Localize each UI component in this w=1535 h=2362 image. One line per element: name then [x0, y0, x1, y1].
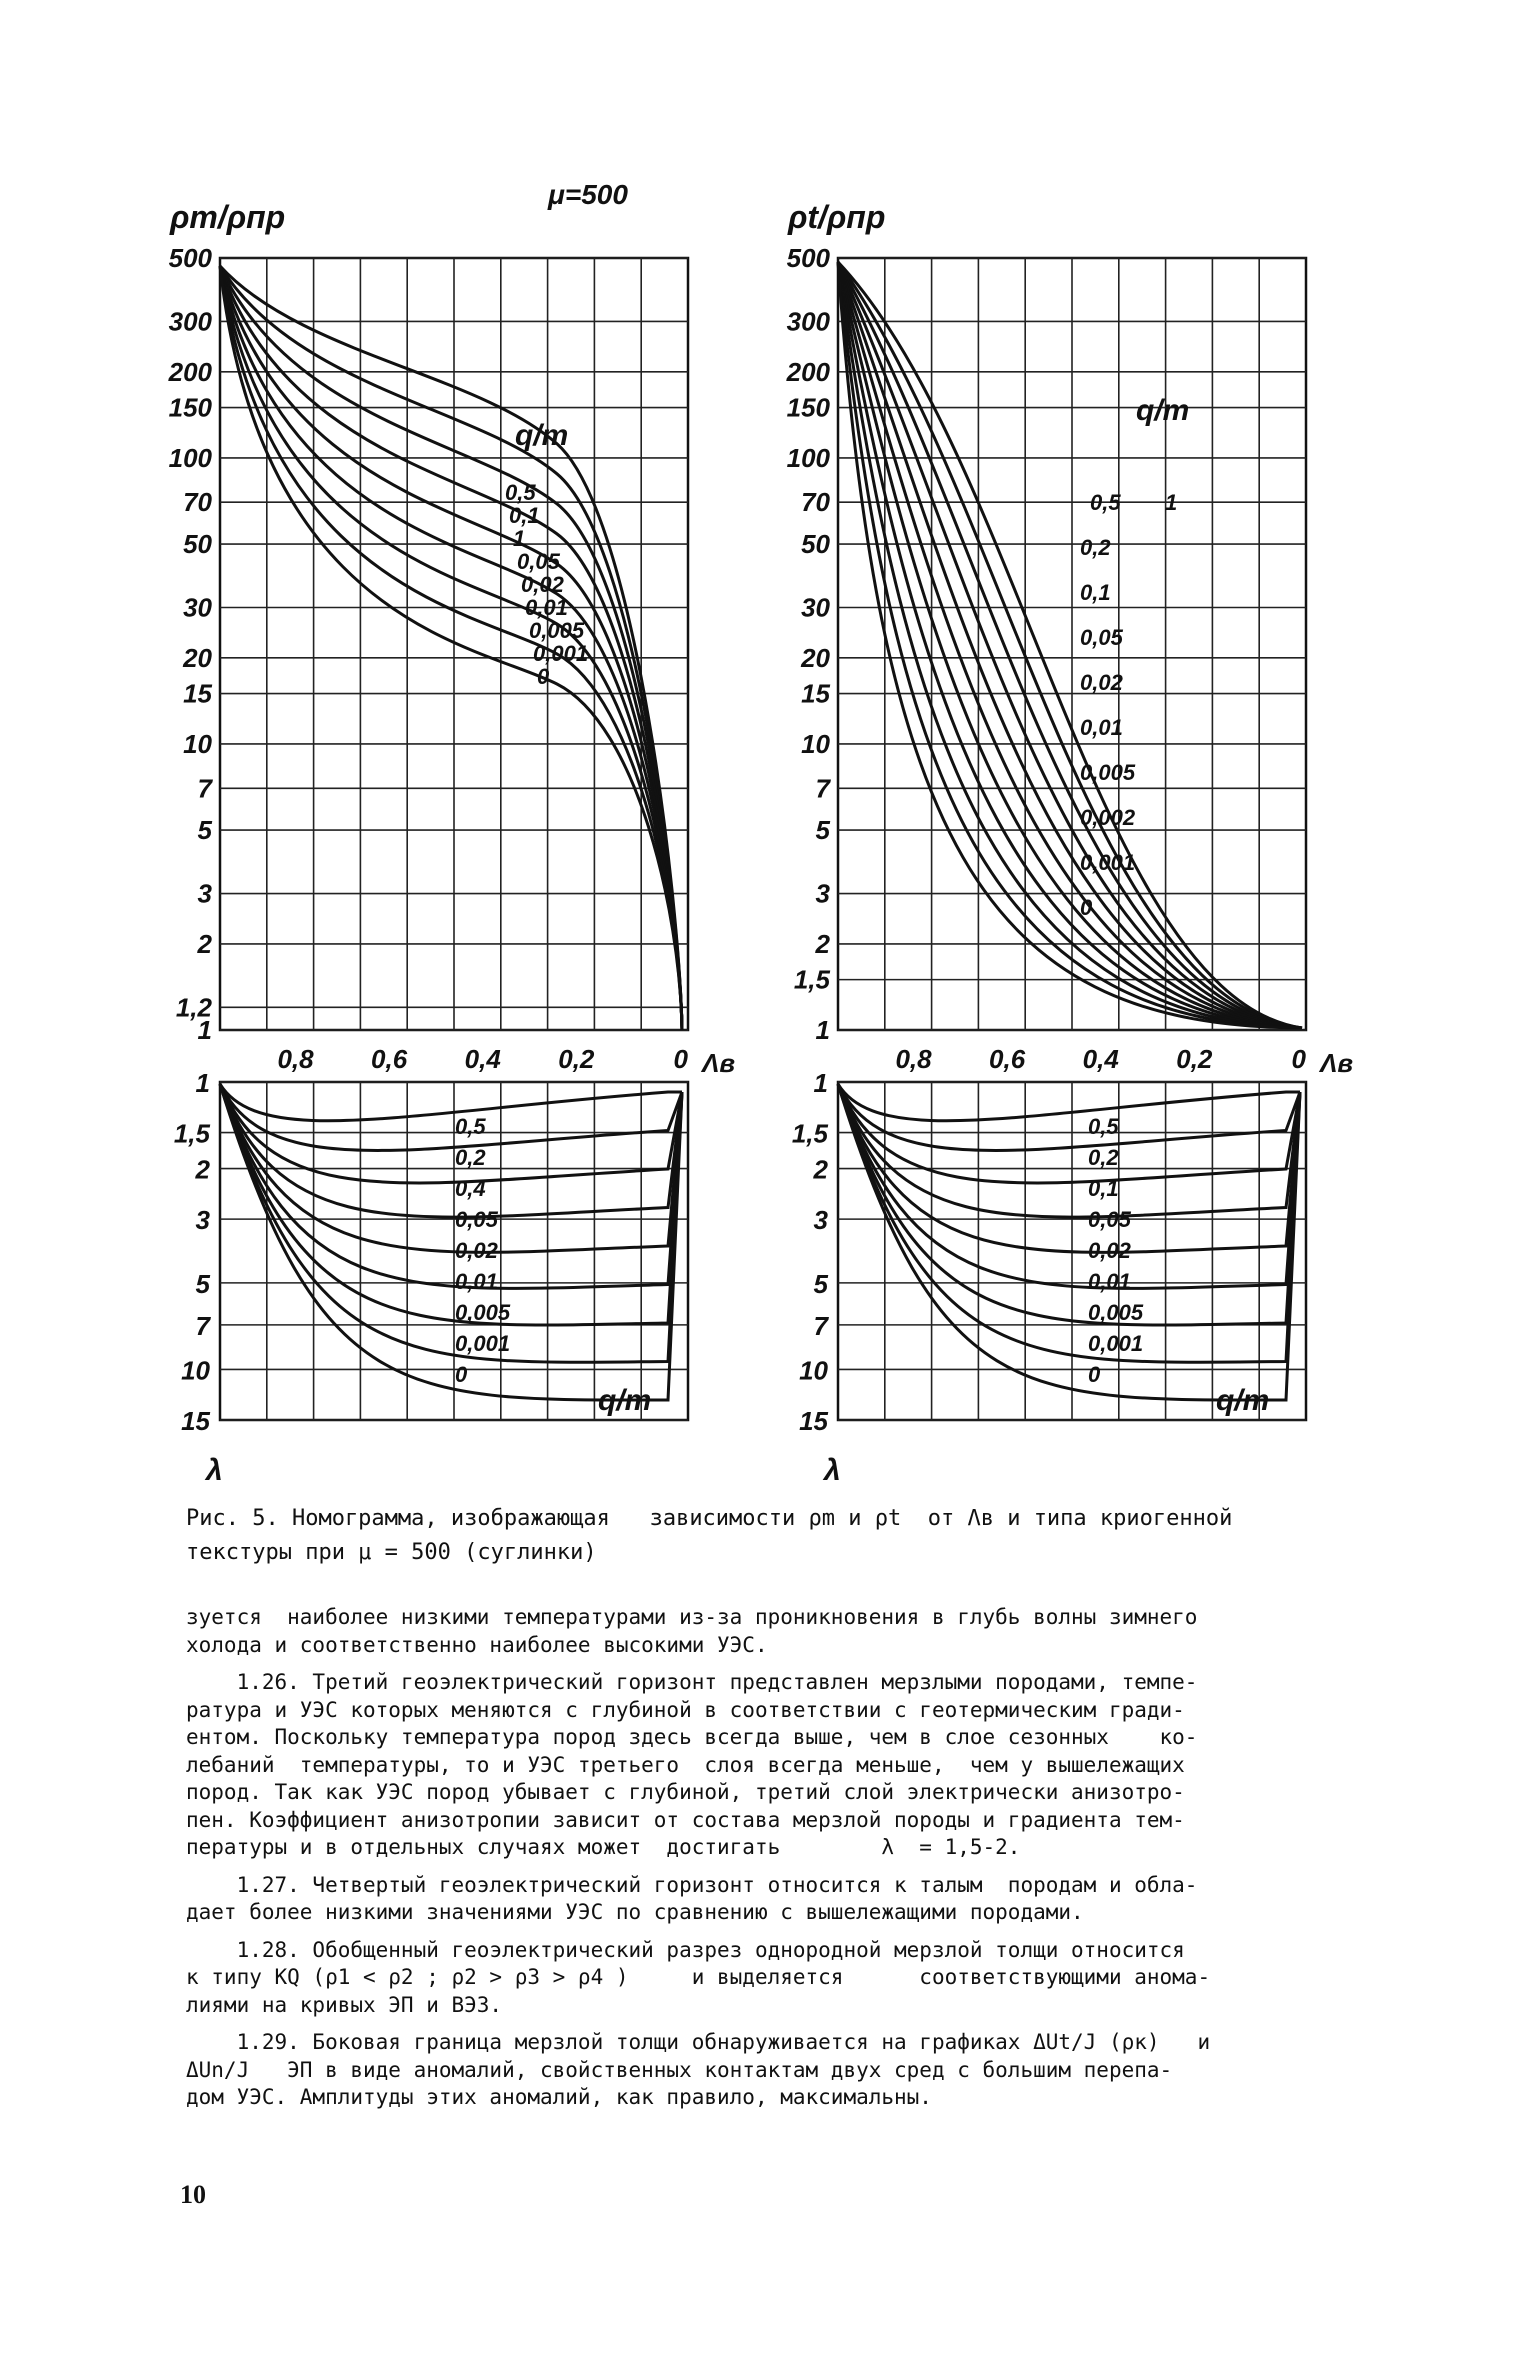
body-line: дом УЭС. Амплитуды этих аномалий, как правило, максимальны. — [186, 2085, 932, 2109]
series-label: 0,001 — [455, 1331, 511, 1356]
body-line: ратура и УЭС которых меняются с глубиной в соответствии с геотермическим гради- — [186, 1697, 1185, 1722]
y-tick-label: 5 — [815, 815, 830, 846]
y-tick-label: 15 — [183, 678, 212, 709]
y-tick-label: 1,2 — [175, 992, 212, 1023]
series-label: 0,05 — [1088, 1207, 1131, 1232]
series-label: 0,02 — [521, 572, 564, 597]
series-label: 0,1 — [1080, 580, 1111, 605]
caption-line-1: Рис. 5. Номограмма, изображающая зависимости ρm и ρt от Λв и типа криогенной — [186, 1506, 1233, 1531]
body-line: ентом. Поскольку температура пород здесь всегда выше, чем в слое сезонных ко- — [186, 1725, 1198, 1749]
series-label: 0,005 — [529, 618, 585, 643]
y-tick-label: 3 — [195, 1205, 210, 1236]
y-axis-label: λ — [206, 1454, 223, 1480]
x-tick-label: 0,6 — [371, 1044, 408, 1074]
y-tick-label: 1,5 — [791, 1118, 828, 1149]
body-line: пен. Коэффициент анизотропии зависит от состава мерзлой породы и градиента тем- — [186, 1807, 1185, 1832]
y-tick-label: 200 — [168, 356, 212, 387]
y-tick-label: 3 — [197, 878, 212, 909]
chart-curve — [838, 262, 1302, 1028]
series-label: 0,5 — [455, 1114, 486, 1139]
legend-title: q/m — [1136, 394, 1190, 427]
chart-title: μ=500 — [548, 179, 628, 210]
y-tick-label: 7 — [813, 1310, 828, 1341]
y-tick-label: 10 — [799, 1355, 828, 1386]
y-tick-label: 20 — [183, 642, 212, 673]
chart-curve — [220, 1084, 682, 1121]
y-tick-label: 15 — [801, 678, 830, 709]
y-axis-label: ρm/ρпр — [170, 199, 286, 235]
y-tick-label: 10 — [181, 1355, 210, 1386]
series-label: 0,5 — [505, 480, 536, 505]
y-tick-label: 10 — [801, 728, 830, 759]
chart-curve — [838, 262, 1302, 1028]
y-tick-label: 150 — [168, 392, 212, 423]
series-label: 0,001 — [1088, 1331, 1144, 1356]
body-line: пературы и в отдельных случаях может достигать λ = 1,5-2. — [186, 1835, 1021, 1859]
y-tick-label: 10 — [183, 728, 212, 759]
body-line: 1.28. Обобщенный геоэлектрический разрез однородной мерзлой толщи относится — [186, 1937, 1185, 1962]
y-tick-label: 100 — [786, 442, 830, 473]
series-label: 1 — [513, 526, 526, 551]
y-tick-label: 2 — [197, 928, 212, 959]
series-label: 0,01 — [455, 1269, 498, 1294]
series-label: 0,1 — [1088, 1176, 1119, 1201]
y-tick-label: 5 — [197, 815, 212, 846]
series-label: 0,05 — [1080, 625, 1123, 650]
series-label: 0,5 — [1088, 1114, 1119, 1139]
series-label: 0 — [455, 1362, 468, 1387]
y-tick-label: 300 — [168, 306, 212, 337]
y-tick-label: 150 — [786, 392, 830, 423]
y-axis-label: ρt/ρпр — [788, 199, 886, 235]
y-tick-label: 3 — [813, 1205, 828, 1236]
series-label: 0,02 — [1088, 1238, 1131, 1263]
series-label: 0,05 — [455, 1207, 498, 1232]
y-tick-label: 200 — [786, 356, 830, 387]
y-tick-label: 300 — [786, 306, 830, 337]
series-label: 0,2 — [455, 1145, 486, 1170]
series-label: 0,2 — [1080, 535, 1111, 560]
series-label: 0,001 — [533, 641, 589, 666]
chart-curve — [838, 262, 1302, 1028]
chart-curve — [838, 1084, 1300, 1121]
y-tick-label: 5 — [813, 1268, 828, 1299]
series-label: 0 — [537, 664, 550, 689]
x-axis-label: Λв — [1320, 1048, 1354, 1078]
y-tick-label: 1 — [815, 1015, 830, 1045]
x-tick-label: 0 — [1291, 1044, 1306, 1074]
series-label: 0,4 — [455, 1176, 486, 1201]
series-label: 0,01 — [525, 595, 568, 620]
series-label: 0,02 — [1080, 670, 1123, 695]
chart-curve — [838, 1084, 1300, 1400]
body-line: лиями на кривых ЭП и ВЭЗ. — [186, 1992, 503, 2017]
y-tick-label: 7 — [815, 773, 830, 804]
x-tick-label: 0,8 — [277, 1044, 314, 1074]
series-label: 0 — [1080, 895, 1093, 920]
legend-title: q/m — [1216, 1384, 1270, 1417]
x-tick-label: 0,2 — [1176, 1044, 1213, 1074]
series-label: 0,1 — [509, 503, 540, 528]
y-tick-label: 2 — [815, 928, 830, 959]
body-line: к типу KQ (ρ1 < ρ2 ; ρ2 > ρ3 > ρ4 ) и выделяется соответствующими анома- — [186, 1965, 1211, 1989]
y-tick-label: 500 — [168, 243, 212, 273]
series-label: 0,005 — [1088, 1300, 1144, 1325]
series-label: 0,002 — [1080, 805, 1136, 830]
series-label: 0,005 — [1080, 760, 1136, 785]
y-tick-label: 1,5 — [793, 964, 830, 995]
series-label: 0,01 — [1080, 715, 1123, 740]
y-tick-label: 70 — [183, 487, 212, 518]
series-label: 0,05 — [517, 549, 560, 574]
body-line: 1.29. Боковая граница мерзлой толщи обнаруживается на графиках ΔUt/J (ρк) и — [186, 2030, 1211, 2054]
series-label: 0,02 — [455, 1238, 498, 1263]
y-tick-label: 20 — [801, 642, 830, 673]
legend-title: q/m — [598, 1384, 652, 1417]
body-line: лебаний температуры, то и УЭС третьего слоя всегда меньше, чем у вышележащих — [186, 1752, 1185, 1777]
x-tick-label: 0,8 — [895, 1044, 932, 1074]
series-label: 0 — [1088, 1362, 1101, 1387]
series-label: 0,01 — [1088, 1269, 1131, 1294]
chart-curve — [838, 262, 1302, 1028]
y-tick-label: 1 — [813, 1068, 828, 1098]
chart-curve — [838, 262, 1302, 1028]
chart-curve — [838, 262, 1302, 1028]
body-line: дает более низкими значениями УЭС по сравнению с вышележащими породами. — [186, 1900, 1084, 1924]
y-tick-label: 2 — [813, 1154, 828, 1185]
y-tick-label: 15 — [799, 1406, 828, 1436]
series-label: 0,005 — [455, 1300, 511, 1325]
body-line: зуется наиболее низкими температурами из-за проникновения в глубь волны зимнего — [186, 1605, 1198, 1629]
y-tick-label: 15 — [181, 1406, 210, 1436]
y-tick-label: 500 — [786, 243, 830, 273]
chart-curve — [838, 262, 1302, 1028]
figure-caption — [186, 1502, 1366, 1570]
legend-title: q/m — [515, 419, 569, 452]
y-axis-label: λ — [824, 1454, 841, 1480]
body-line: холода и соответственно наиболее высокими УЭС. — [186, 1632, 768, 1657]
chart-curve — [838, 262, 1302, 1028]
y-tick-label: 30 — [183, 592, 212, 623]
y-tick-label: 50 — [801, 529, 830, 560]
body-line: 1.26. Третий геоэлектрический горизонт представлен мерзлыми породами, темпе- — [186, 1670, 1198, 1694]
caption-line-2: текстуры при μ = 500 (суглинки) — [186, 1540, 597, 1565]
y-tick-label: 2 — [195, 1154, 210, 1185]
y-tick-label: 100 — [168, 442, 212, 473]
y-tick-label: 7 — [197, 773, 212, 804]
y-tick-label: 30 — [801, 592, 830, 623]
x-tick-label: 0,4 — [464, 1044, 501, 1074]
y-tick-label: 1 — [195, 1068, 210, 1098]
y-tick-label: 70 — [801, 487, 830, 518]
series-label: 0,001 — [1080, 850, 1136, 875]
series-label: 1 — [1165, 490, 1178, 515]
x-tick-label: 0,4 — [1082, 1044, 1119, 1074]
y-tick-label: 1 — [197, 1015, 212, 1045]
x-tick-label: 0,2 — [558, 1044, 595, 1074]
chart-curve — [838, 262, 1302, 1028]
x-tick-label: 0,6 — [989, 1044, 1026, 1074]
page-number: 10 — [180, 2180, 206, 2209]
series-label: 0,2 — [1088, 1145, 1119, 1170]
y-tick-label: 1,5 — [173, 1118, 210, 1149]
body-line: 1.27. Четвертый геоэлектрический горизонт относится к талым породам и обла- — [186, 1872, 1198, 1897]
chart-curve — [838, 262, 1302, 1028]
y-tick-label: 50 — [183, 529, 212, 560]
x-tick-label: 0 — [673, 1044, 688, 1074]
x-axis-label: Λв — [702, 1048, 736, 1078]
y-tick-label: 3 — [815, 878, 830, 909]
y-tick-label: 5 — [195, 1268, 210, 1299]
body-line: ΔUn/J ЭП в виде аномалий, свойственных контактам двух сред с большим перепа- — [186, 2057, 1173, 2082]
y-tick-label: 7 — [195, 1310, 210, 1341]
chart-curve — [220, 1084, 682, 1400]
series-label: 0,5 — [1090, 490, 1121, 515]
body-line: пород. Так как УЭС пород убывает с глубиной, третий слой электрически анизотро- — [186, 1780, 1185, 1804]
body-text — [186, 1604, 1366, 2112]
chart-curve — [838, 262, 1302, 1028]
